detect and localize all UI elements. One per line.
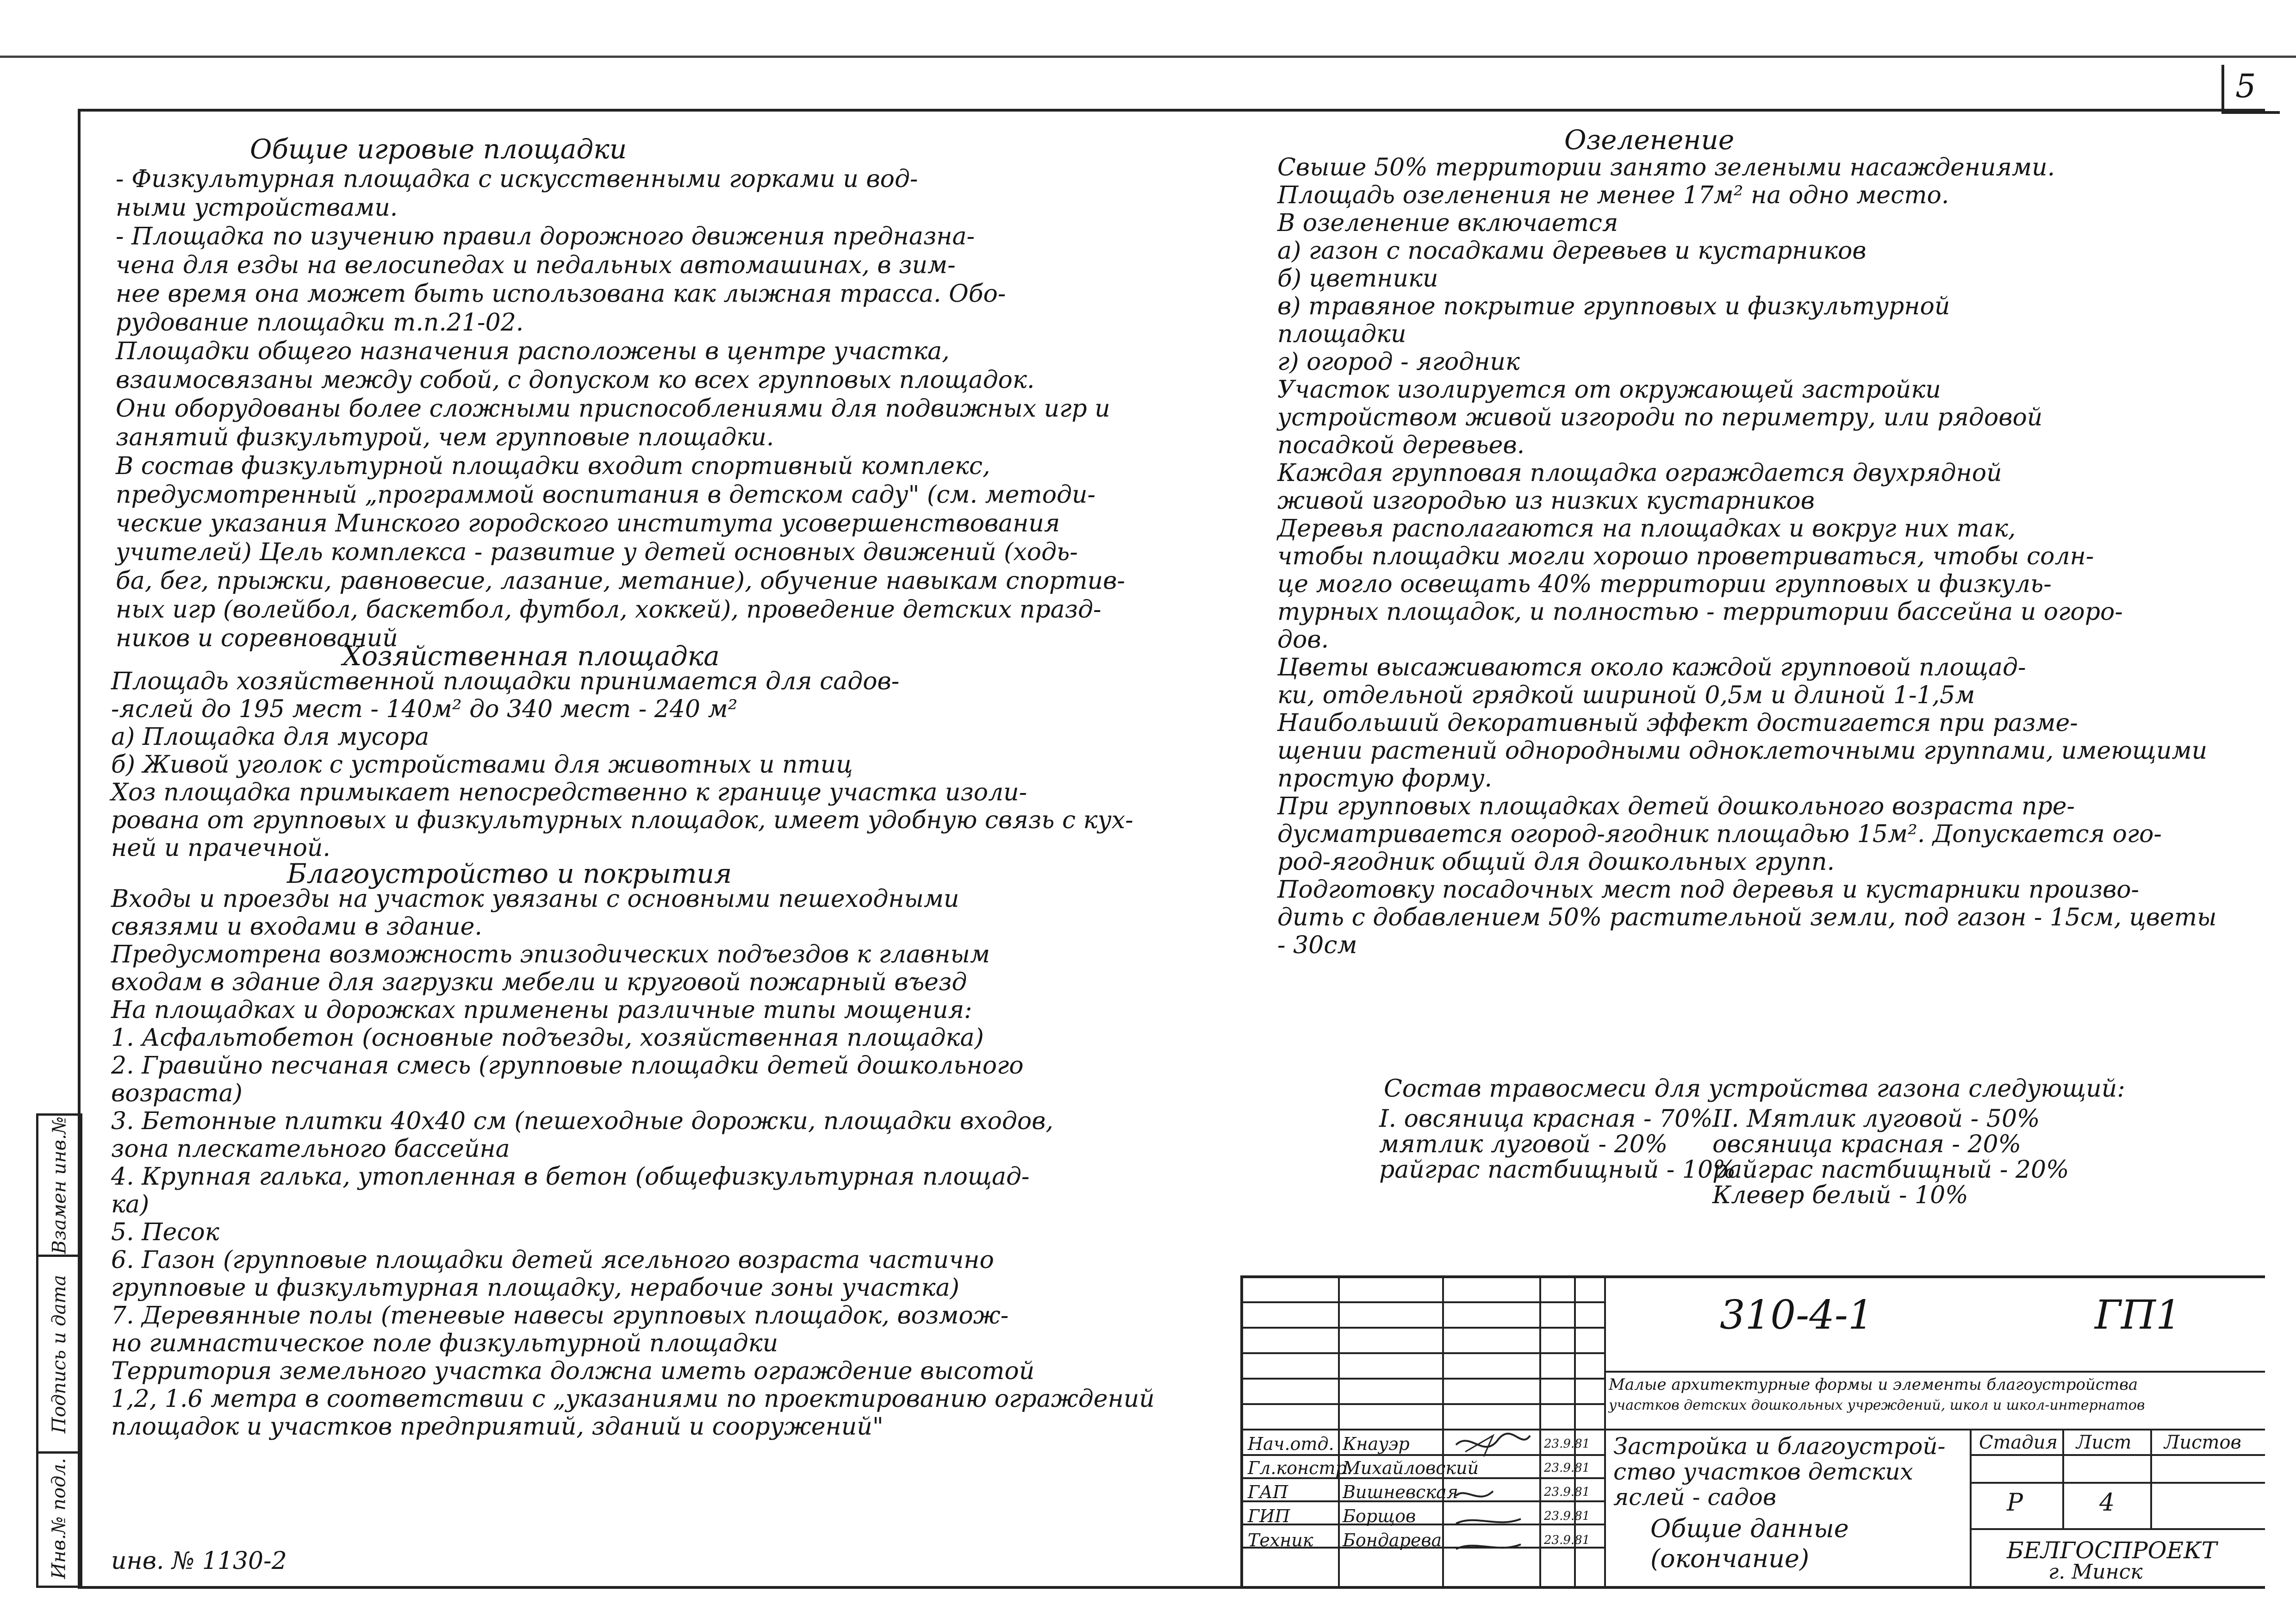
project-title-2: ство участков детских xyxy=(1613,1458,1913,1485)
text-line: Входы и проезды на участок увязаны с основными пешеходными xyxy=(111,885,959,913)
text-line: ных игр (волейбол, баскетбол, футбол, хоккей), проведение детских празд- xyxy=(116,596,1101,624)
series-subtitle-2: участков детских дошкольных учреждений, школ и школ-интернатов xyxy=(1609,1397,2145,1413)
text-line: Площадь озеленения не менее 17м² на одно место. xyxy=(1277,181,1949,209)
text-line: простую форму. xyxy=(1277,765,1493,793)
text-line: дусматривается огород-ягодник площадью 15м². Допускается ого- xyxy=(1277,820,2162,848)
heading-greening: Озеленение xyxy=(1564,124,1735,156)
staff-role: ГАП xyxy=(1248,1482,1288,1502)
side-cell-podpis xyxy=(38,1257,80,1454)
staff-name: Михайловский xyxy=(1343,1458,1479,1478)
text-line: При групповых площадках детей дошкольного возраста пре- xyxy=(1277,793,2075,820)
text-line: 7. Деревянные полы (теневые навесы групповых площадок, возмож- xyxy=(111,1302,1009,1330)
staff-name: Бондарева xyxy=(1343,1530,1442,1550)
heading-improvement: Благоустройство и покрытия xyxy=(287,858,732,889)
project-title-3: яслей - садов xyxy=(1613,1484,1777,1511)
title-block xyxy=(1240,1275,2265,1586)
text-line: Свыше 50% территории занято зелеными насаждениями. xyxy=(1277,154,2055,181)
document-code: 310-4-1 xyxy=(1720,1292,1873,1338)
text-line: ка) xyxy=(111,1191,149,1218)
text-line: связями и входами в здание. xyxy=(111,913,482,941)
text-line: 6. Газон (групповые площадки детей ясельного возраста частично xyxy=(111,1246,994,1274)
text-line: б) Живой уголок с устройствами для животных и птиц xyxy=(111,751,853,779)
side-cell-inv xyxy=(38,1454,80,1583)
text-line: предусмотренный „программой воспитания в детском саду" (см. методи- xyxy=(116,481,1096,509)
text-line: групповые и физкультурная площадку, нерабочие зоны участка) xyxy=(111,1274,959,1302)
sheet-label: Лист xyxy=(2076,1432,2132,1453)
signatures xyxy=(1442,1431,1539,1584)
mix-heading: Состав травосмеси для устройства газона следующий: xyxy=(1384,1075,2125,1103)
text-line: Площадки общего назначения расположены в центре участка, xyxy=(116,337,950,365)
side-label-podpis: Подпись и дата xyxy=(49,1274,70,1434)
text-line: живой изгородью из низких кустарников xyxy=(1277,487,1815,515)
text-line: 1,2, 1.6 метра в соответствии с „указаниями по проектированию ограждений xyxy=(111,1385,1155,1413)
text-line: б) цветники xyxy=(1277,265,1438,293)
text-line: чена для езды на велосипедах и педальных автомашинах, в зим- xyxy=(116,251,956,279)
text-line: Предусмотрена возможность эпизодических подъездов к главным xyxy=(111,941,990,968)
text-line: Площадь хозяйственной площадки принимается для садов- xyxy=(111,668,900,695)
mix-line: Клевер белый - 10% xyxy=(1712,1181,1968,1209)
side-label-inv: Инв.№ подл. xyxy=(49,1458,70,1579)
organization-city: г. Минск xyxy=(2048,1560,2143,1584)
text-line: ней и прачечной. xyxy=(111,834,330,862)
text-line: дить с добавлением 50% растительной земли, под газон - 15см, цветы xyxy=(1277,904,2217,931)
text-line: Территория земельного участка должна иметь ограждение высотой xyxy=(111,1357,1035,1385)
sheet-value: 4 xyxy=(2099,1489,2115,1517)
mix-line: райграс пастбищный - 10% xyxy=(1379,1156,1736,1184)
text-line: нее время она может быть использована как лыжная трасса. Обо- xyxy=(116,280,1006,308)
staff-role: ГИП xyxy=(1248,1506,1290,1526)
text-line: турных площадок, и полностью - территории бассейна и огоро- xyxy=(1277,598,2123,626)
staff-date: 23.9.81 xyxy=(1544,1533,1590,1547)
mix-line: I. овсяница красная - 70% xyxy=(1379,1105,1713,1133)
top-rule xyxy=(0,56,2296,58)
text-line: Участок изолируется от окружающей застройки xyxy=(1277,376,1941,404)
text-line: площадок и участков предприятий, зданий и сооружений" xyxy=(111,1413,884,1441)
side-cell-vzam xyxy=(38,1116,80,1257)
text-line: но гимнастическое поле физкультурной площадки xyxy=(111,1330,778,1357)
staff-role: Нач.отд. xyxy=(1248,1434,1334,1454)
staff-date: 23.9.81 xyxy=(1544,1485,1590,1499)
text-line: - Площадка по изучению правил дорожного движения предназна- xyxy=(116,223,975,250)
stage-value: Р xyxy=(2007,1489,2023,1517)
text-line: Каждая групповая площадка ограждается двухрядной xyxy=(1277,459,2002,487)
staff-name: Борщов xyxy=(1343,1506,1416,1526)
text-line: ки, отдельной грядкой шириной 0,5м и длиной 1-1,5м xyxy=(1277,681,1975,709)
staff-name: Вишневская xyxy=(1343,1482,1458,1502)
text-line: ческие указания Минского городского института усовершенствования xyxy=(116,510,1060,537)
text-line: площадки xyxy=(1277,320,1406,348)
text-line: На площадках и дорожках применены различные типы мощения: xyxy=(111,996,972,1024)
project-title-1: Застройка и благоустрой- xyxy=(1613,1433,1946,1460)
text-line: возраста) xyxy=(111,1080,243,1107)
text-line: в) травяное покрытие групповых и физкультурной xyxy=(1277,293,1950,320)
inventory-number: инв. № 1130-2 xyxy=(111,1547,287,1575)
text-line: а) Площадка для мусора xyxy=(111,723,429,751)
text-line: род-ягодник общий для дошкольных групп. xyxy=(1277,848,1835,876)
text-line: 3. Бетонные плитки 40х40 см (пешеходные дорожки, площадки входов, xyxy=(111,1107,1053,1135)
text-line: Цветы высаживаются около каждой групповой площад- xyxy=(1277,654,2026,681)
text-line: рудование площадки т.п.21-02. xyxy=(116,309,524,337)
text-line: входам в здание для загрузки мебели и круговой пожарный въезд xyxy=(111,968,967,996)
text-line: дов. xyxy=(1277,626,1329,654)
side-label-vzam: Взамен инв.№ xyxy=(49,1116,70,1254)
text-line: посадкой деревьев. xyxy=(1277,431,1525,459)
sheet-title-2: (окончание) xyxy=(1650,1544,1810,1573)
text-line: занятий физкультурой, чем групповые площадки. xyxy=(116,424,774,451)
text-line: Хоз площадка примыкает непосредственно к границе участка изоли- xyxy=(111,779,1027,806)
staff-name: Кнауэр xyxy=(1343,1434,1410,1454)
text-line: щении растений однородными одноклеточными группами, имеющими xyxy=(1277,737,2208,765)
text-line: учителей) Цель комплекса - развитие у детей основных движений (ходь- xyxy=(116,538,1078,566)
text-line: В озеленение включается xyxy=(1277,209,1618,237)
text-line: В состав физкультурной площадки входит спортивный комплекс, xyxy=(116,452,990,480)
sheet-mark: ГП1 xyxy=(2095,1292,2181,1338)
text-line: 1. Асфальтобетон (основные подъезды, хозяйственная площадка) xyxy=(111,1024,984,1052)
text-line: г) огород - ягодник xyxy=(1277,348,1520,376)
text-line: Они оборудованы более сложными приспособлениями для подвижных игр и xyxy=(116,395,1110,423)
text-line: 2. Гравийно песчаная смесь (групповые площадки детей дошкольного xyxy=(111,1052,1024,1080)
series-subtitle-1: Малые архитектурные формы и элементы благоустройства xyxy=(1609,1375,2138,1394)
heading-household: Хозяйственная площадка xyxy=(342,640,720,672)
text-line: це могло освещать 40% территории групповых и физкуль- xyxy=(1277,570,2052,598)
text-line: ба, бег, прыжки, равновесие, лазание, метание), обучение навыкам спортив- xyxy=(116,567,1125,595)
text-line: взаимосвязаны между собой, с допуском ко всех групповых площадок. xyxy=(116,366,1035,394)
text-line: ников и соревнований xyxy=(116,625,398,652)
text-line: устройством живой изгороди по периметру, или рядовой xyxy=(1277,404,2043,431)
sheet-title-1: Общие данные xyxy=(1650,1514,1849,1543)
text-line: - Физкультурная площадка с искусственными горками и вод- xyxy=(116,165,918,193)
text-line: -яслей до 195 мест - 140м² до 340 мест - 240 м² xyxy=(111,695,738,723)
text-line: 4. Крупная галька, утопленная в бетон (общефизкультурная площад- xyxy=(111,1163,1030,1191)
staff-date: 23.9.81 xyxy=(1544,1437,1590,1451)
mix-line: мятлик луговой - 20% xyxy=(1379,1131,1668,1158)
text-line: ными устройствами. xyxy=(116,194,398,222)
text-line: Наибольший декоративный эффект достигается при разме- xyxy=(1277,709,2078,737)
staff-role: Гл.констр. xyxy=(1248,1458,1352,1478)
side-stamp xyxy=(36,1113,82,1588)
organization-name: БЕЛГОСПРОЕКТ xyxy=(2007,1537,2217,1564)
page-number: 5 xyxy=(2235,67,2256,105)
text-line: Подготовку посадочных мест под деревья и кустарники произво- xyxy=(1277,876,2140,904)
text-line: 5. Песок xyxy=(111,1218,219,1246)
mix-line: райграс пастбищный - 20% xyxy=(1712,1156,2069,1184)
stage-label: Стадия xyxy=(1979,1432,2058,1453)
text-line: рована от групповых и физкультурных площадок, имеет удобную связь с кух- xyxy=(111,806,1133,834)
staff-date: 23.9.81 xyxy=(1544,1509,1590,1523)
mix-line: II. Мятлик луговой - 50% xyxy=(1712,1105,2040,1133)
text-line: - 30см xyxy=(1277,931,1357,959)
staff-date: 23.9.81 xyxy=(1544,1461,1590,1475)
sheets-label: Листов xyxy=(2164,1432,2241,1453)
text-line: чтобы площадки могли хорошо проветриваться, чтобы солн- xyxy=(1277,543,2094,570)
staff-role: Техник xyxy=(1248,1530,1313,1550)
text-line: а) газон с посадками деревьев и кустарников xyxy=(1277,237,1867,265)
text-line: Деревья располагаются на площадках и вокруг них так, xyxy=(1277,515,2016,543)
heading-games: Общие игровые площадки xyxy=(250,133,627,165)
mix-line: овсяница красная - 20% xyxy=(1712,1131,2022,1158)
text-line: зона плескательного бассейна xyxy=(111,1135,510,1163)
